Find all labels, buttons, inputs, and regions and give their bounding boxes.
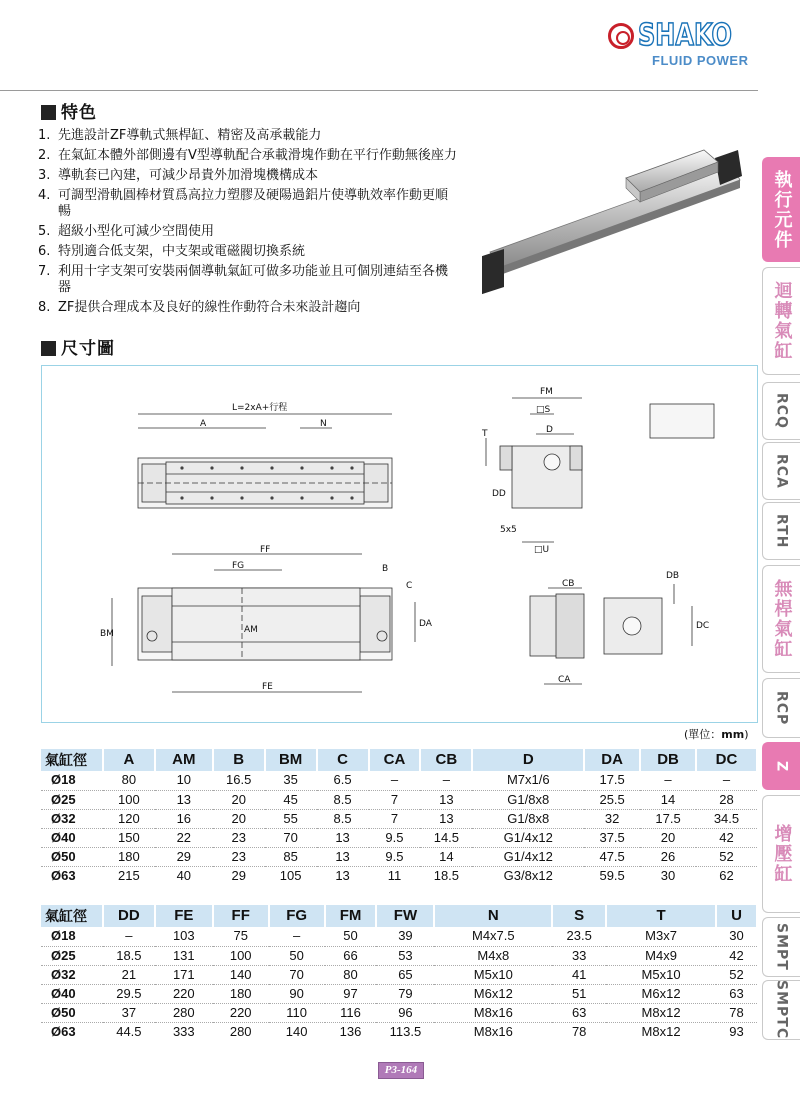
table-header-cell: D [472,749,584,771]
table-cell: 16.5 [226,772,252,788]
table-header-cell: B [213,749,265,771]
table-cell: M4x9 [606,946,716,965]
table-cell: 17.5 [640,809,696,828]
table-cell: 7 [369,809,421,828]
table-cell: 6.5 [333,772,352,788]
table-header-cell: CB [420,749,472,771]
table-cell: 13 [155,790,213,809]
label-FE: FE [262,682,273,692]
table-cell: 110 [269,1003,325,1022]
table-cell: 9.5 [369,828,421,847]
table-cell: 113.5 [376,1022,434,1041]
table-cell: 14 [640,790,696,809]
table-cell: 79 [376,984,434,1003]
table-cell: G1/4x12 [472,828,584,847]
table-cell: 55 [265,809,317,828]
table-cell: 30 [729,928,744,944]
table-cell: 52 [716,965,757,984]
feature-item: 3. 導軌套已內建，可減少昂貴外加滑塊機構成本 [38,168,319,183]
table-cell: 53 [376,946,434,965]
table-cell: – [722,772,731,788]
table-cell: Ø25 [41,946,103,965]
square-bullet-icon [41,105,56,120]
brand-subtitle: FLUID POWER [652,53,749,68]
table-cell: Ø18 [51,928,76,944]
table-cell: 78 [716,1003,757,1022]
label-5x5: 5x5 [500,525,517,535]
table-cell: 50 [343,928,358,944]
table-cell: 13 [420,809,472,828]
table-cell: 97 [325,984,377,1003]
table-cell: 50 [269,946,325,965]
table-cell: M6x12 [606,984,716,1003]
table-cell: 63 [716,984,757,1003]
table-cell: 63 [552,1003,606,1022]
table-cell: 8.5 [317,809,369,828]
table-row [41,1022,757,1041]
label-DC: DC [696,621,710,631]
table-cell: G3/8x12 [472,866,584,885]
table-cell: Ø63 [41,1022,103,1041]
label-C: C [406,581,413,591]
label-A: A [200,419,207,429]
table-cell: 180 [213,984,269,1003]
table-cell: 59.5 [584,866,640,885]
table-cell: 93 [716,1022,757,1041]
table-row [41,965,757,984]
feature-item: 2. 在氣缸本體外部側邊有V型導軌配合承載滑塊作動在平行作動無後座力 [38,148,457,163]
table-cell: 215 [103,866,155,885]
table-row [41,828,757,847]
table-cell: 280 [155,1003,213,1022]
side-tab-rcp[interactable]: RCP [762,678,800,738]
table-cell: 20 [213,809,265,828]
table-cell: M3x7 [645,928,677,944]
table-cell: M8x12 [606,1003,716,1022]
feature-item: 7. 利用十字支架可安裝兩個導軌氣缸可做多功能並且可個別連結至各機器 [38,264,449,295]
side-tab-rodless-cylinder[interactable]: 無桿氣缸 [762,565,800,673]
feature-item: 8. ZF提供合理成本及良好的線性作動符合未來設計趨向 [38,300,361,315]
table-cell: 13 [317,866,369,885]
table-cell: 150 [103,828,155,847]
table-cell: 136 [325,1022,377,1041]
label-DB: DB [666,571,680,581]
table-cell: Ø50 [41,847,103,866]
table-cell: 85 [265,847,317,866]
table-cell: G1/8x8 [472,790,584,809]
top-view-drawing [138,414,392,508]
table-cell: Ø18 [51,772,76,788]
table-header-cell: N [434,905,552,927]
square-bullet-icon [41,341,56,356]
table-cell: 13 [420,790,472,809]
label-L: L=2xA+行程 [232,403,288,413]
table-cell: 52 [696,847,757,866]
table-cell: 34.5 [696,809,757,828]
table-cell: 11 [369,866,421,885]
table-cell: – [125,928,133,944]
side-tab-rotary-cylinder[interactable]: 迴轉氣缸 [762,267,800,375]
table-cell: 18.5 [420,866,472,885]
table-header-cell: FE [155,905,213,927]
table-cell: 18.5 [103,946,155,965]
side-tab-rca[interactable]: RCA [762,442,800,500]
table-cell: 75 [233,928,248,944]
table-row [41,866,757,885]
table-cell: 96 [376,1003,434,1022]
side-tab-booster[interactable]: 增壓缸 [762,795,800,913]
table-header-cell: FF [213,905,269,927]
table-cell: 131 [155,946,213,965]
table-cell: 105 [265,866,317,885]
table-cell: 70 [265,828,317,847]
table-cell: – [664,772,672,788]
front-view-drawing [112,554,415,692]
table-cell: 25.5 [584,790,640,809]
table-header-cell: 氣缸徑 [41,749,103,771]
table-cell: 51 [552,984,606,1003]
table-cell: 333 [155,1022,213,1041]
table-cell: 21 [103,965,155,984]
dimension-drawing-frame [41,365,758,723]
rodless-cylinder-product-image [470,140,750,300]
table-cell: 100 [103,790,155,809]
table-cell: 66 [325,946,377,965]
table-cell: 35 [283,772,298,788]
table-cell: 20 [213,790,265,809]
table-header-cell: C [317,749,369,771]
table-cell: 42 [696,828,757,847]
table-cell: 23 [213,847,265,866]
features-heading: 特色 [41,103,97,123]
label-T: T [482,429,488,439]
table-cell: 30 [640,866,696,885]
table-cell: M4x7.5 [471,928,515,944]
table-cell: 22 [155,828,213,847]
page-number: P3-164 [378,1062,424,1079]
table-cell: 47.5 [584,847,640,866]
table-row [41,927,757,946]
table-cell: 8.5 [317,790,369,809]
feature-item: 1. 先進設計ZF導軌式無桿缸、精密及高承載能力 [38,128,322,143]
feature-item: 6. 特別適合低支架，中支架或電磁閥切換系統 [38,244,306,259]
table-cell: M6x12 [434,984,552,1003]
dimension-drawing [42,366,759,724]
table-cell: Ø40 [41,828,103,847]
end-view-drawing [486,398,582,542]
table-cell: 14.5 [420,828,472,847]
dimensions-heading: 尺寸圖 [41,339,115,359]
table-cell: 37.5 [584,828,640,847]
table-cell: 32 [584,809,640,828]
table-header-cell: 氣缸徑 [41,905,103,927]
feature-item: 4. 可調型滑軌圓棒材質爲高拉力塑膠及硬陽過鋁片使導軌效率作動更順暢 [38,188,449,219]
table-cell: 28 [696,790,757,809]
table-cell: 280 [213,1022,269,1041]
label-DD: DD [492,489,506,499]
table-cell: 116 [325,1003,377,1022]
table-cell: 29.5 [103,984,155,1003]
table-cell: 80 [325,965,377,984]
table-cell: Ø32 [41,965,103,984]
label-N: N [320,419,327,429]
label-CA: CA [558,675,571,685]
table-cell: 40 [155,866,213,885]
table-row [41,790,757,809]
side-tab-smptc[interactable]: SMPTC [762,980,800,1040]
table-header-cell: FG [269,905,325,927]
table-cell: 140 [213,965,269,984]
table-cell: M8x16 [434,1022,552,1041]
table-cell: 41 [552,965,606,984]
header-divider [0,90,758,91]
side-tab-smpt[interactable]: SMPT [762,917,800,977]
table-cell: G1/8x8 [472,809,584,828]
table-row [41,984,757,1003]
table-header-row [41,905,757,927]
table-cell: 78 [552,1022,606,1041]
table-cell: Ø50 [41,1003,103,1022]
table-row [41,771,757,790]
label-DA: DA [419,619,432,629]
table-row [41,1003,757,1022]
table-cell: – [292,928,301,944]
table-cell: 17.5 [599,772,625,788]
table-row [41,809,757,828]
table-cell: 44.5 [103,1022,155,1041]
table-cell: 20 [640,828,696,847]
table-cell: 10 [176,772,192,788]
table-cell: Ø25 [41,790,103,809]
table-header-cell: AM [155,749,213,771]
table-cell: 13 [317,828,369,847]
spec-table-1 [41,749,758,885]
table-header-cell: S [552,905,606,927]
label-FG: FG [232,561,245,571]
label-B: B [382,564,389,574]
table-cell: 29 [213,866,265,885]
table-cell: 7 [369,790,421,809]
spec-table-2 [41,905,758,1041]
table-cell: 65 [376,965,434,984]
table-header-row [41,749,757,771]
table-cell: Ø32 [41,809,103,828]
table-header-cell: A [103,749,155,771]
table-row [41,847,757,866]
table-row [41,946,757,965]
unit-note: (單位：mm) [684,728,749,741]
table-cell: – [442,772,450,788]
table-cell: 220 [155,984,213,1003]
table-cell: 26 [640,847,696,866]
table-cell: 14 [420,847,472,866]
side-tab-rcq[interactable]: RCQ [762,382,800,440]
feature-item: 5. 超級小型化可減少空間使用 [38,224,215,239]
table-cell: 180 [103,847,155,866]
table-cell: 100 [213,946,269,965]
table-cell: M5x10 [434,965,552,984]
table-cell: Ø63 [41,866,103,885]
table-header-cell: CA [369,749,421,771]
table-cell: 9.5 [369,847,421,866]
features-list [38,128,458,320]
table-cell: 90 [269,984,325,1003]
table-cell: 80 [121,772,137,788]
table-cell: 37 [103,1003,155,1022]
table-cell: M7x1/6 [506,772,550,788]
table-cell: 140 [269,1022,325,1041]
table-header-cell: T [606,905,716,927]
table-cell: 45 [265,790,317,809]
table-header-cell: DD [103,905,155,927]
table-cell: G1/4x12 [472,847,584,866]
table-header-cell: DB [640,749,696,771]
table-cell: 42 [716,946,757,965]
table-cell: 23 [213,828,265,847]
table-header-cell: DA [584,749,640,771]
table-cell: 70 [269,965,325,984]
label-FF: FF [260,545,271,555]
side-tab-rth[interactable]: RTH [762,502,800,560]
table-cell: 62 [696,866,757,885]
table-cell: M8x16 [434,1003,552,1022]
table-header-cell: U [716,905,757,927]
label-D: D [546,425,553,435]
label-BM: BM [100,629,114,639]
table-cell: M4x8 [434,946,552,965]
table-cell: 103 [172,928,195,944]
label-S: □S [536,405,551,415]
table-header-cell: BM [265,749,317,771]
logo-emblem-icon [608,23,634,49]
label-FM: FM [540,387,553,397]
table-cell: 120 [103,809,155,828]
table-cell: M8x12 [606,1022,716,1041]
side-tab-z[interactable]: Z [762,742,800,790]
table-cell: 13 [317,847,369,866]
table-header-cell: DC [696,749,757,771]
table-cell: 16 [155,809,213,828]
table-cell: 39 [398,928,413,944]
side-tab-actuators[interactable]: 執行元件 [762,157,800,262]
table-cell: 33 [552,946,606,965]
label-CB: CB [562,579,575,589]
brand-name: SHAKO [638,18,732,53]
table-header-cell: FM [325,905,377,927]
table-header-cell: FW [376,905,434,927]
table-cell: 171 [155,965,213,984]
label-U: □U [534,545,550,555]
table-cell: 29 [155,847,213,866]
table-cell: 220 [213,1003,269,1022]
brand-logo [608,18,760,68]
table-cell: Ø40 [41,984,103,1003]
table-cell: M5x10 [606,965,716,984]
table-cell: 23.5 [566,928,592,944]
label-AM: AM [244,625,258,635]
table-cell: – [390,772,399,788]
